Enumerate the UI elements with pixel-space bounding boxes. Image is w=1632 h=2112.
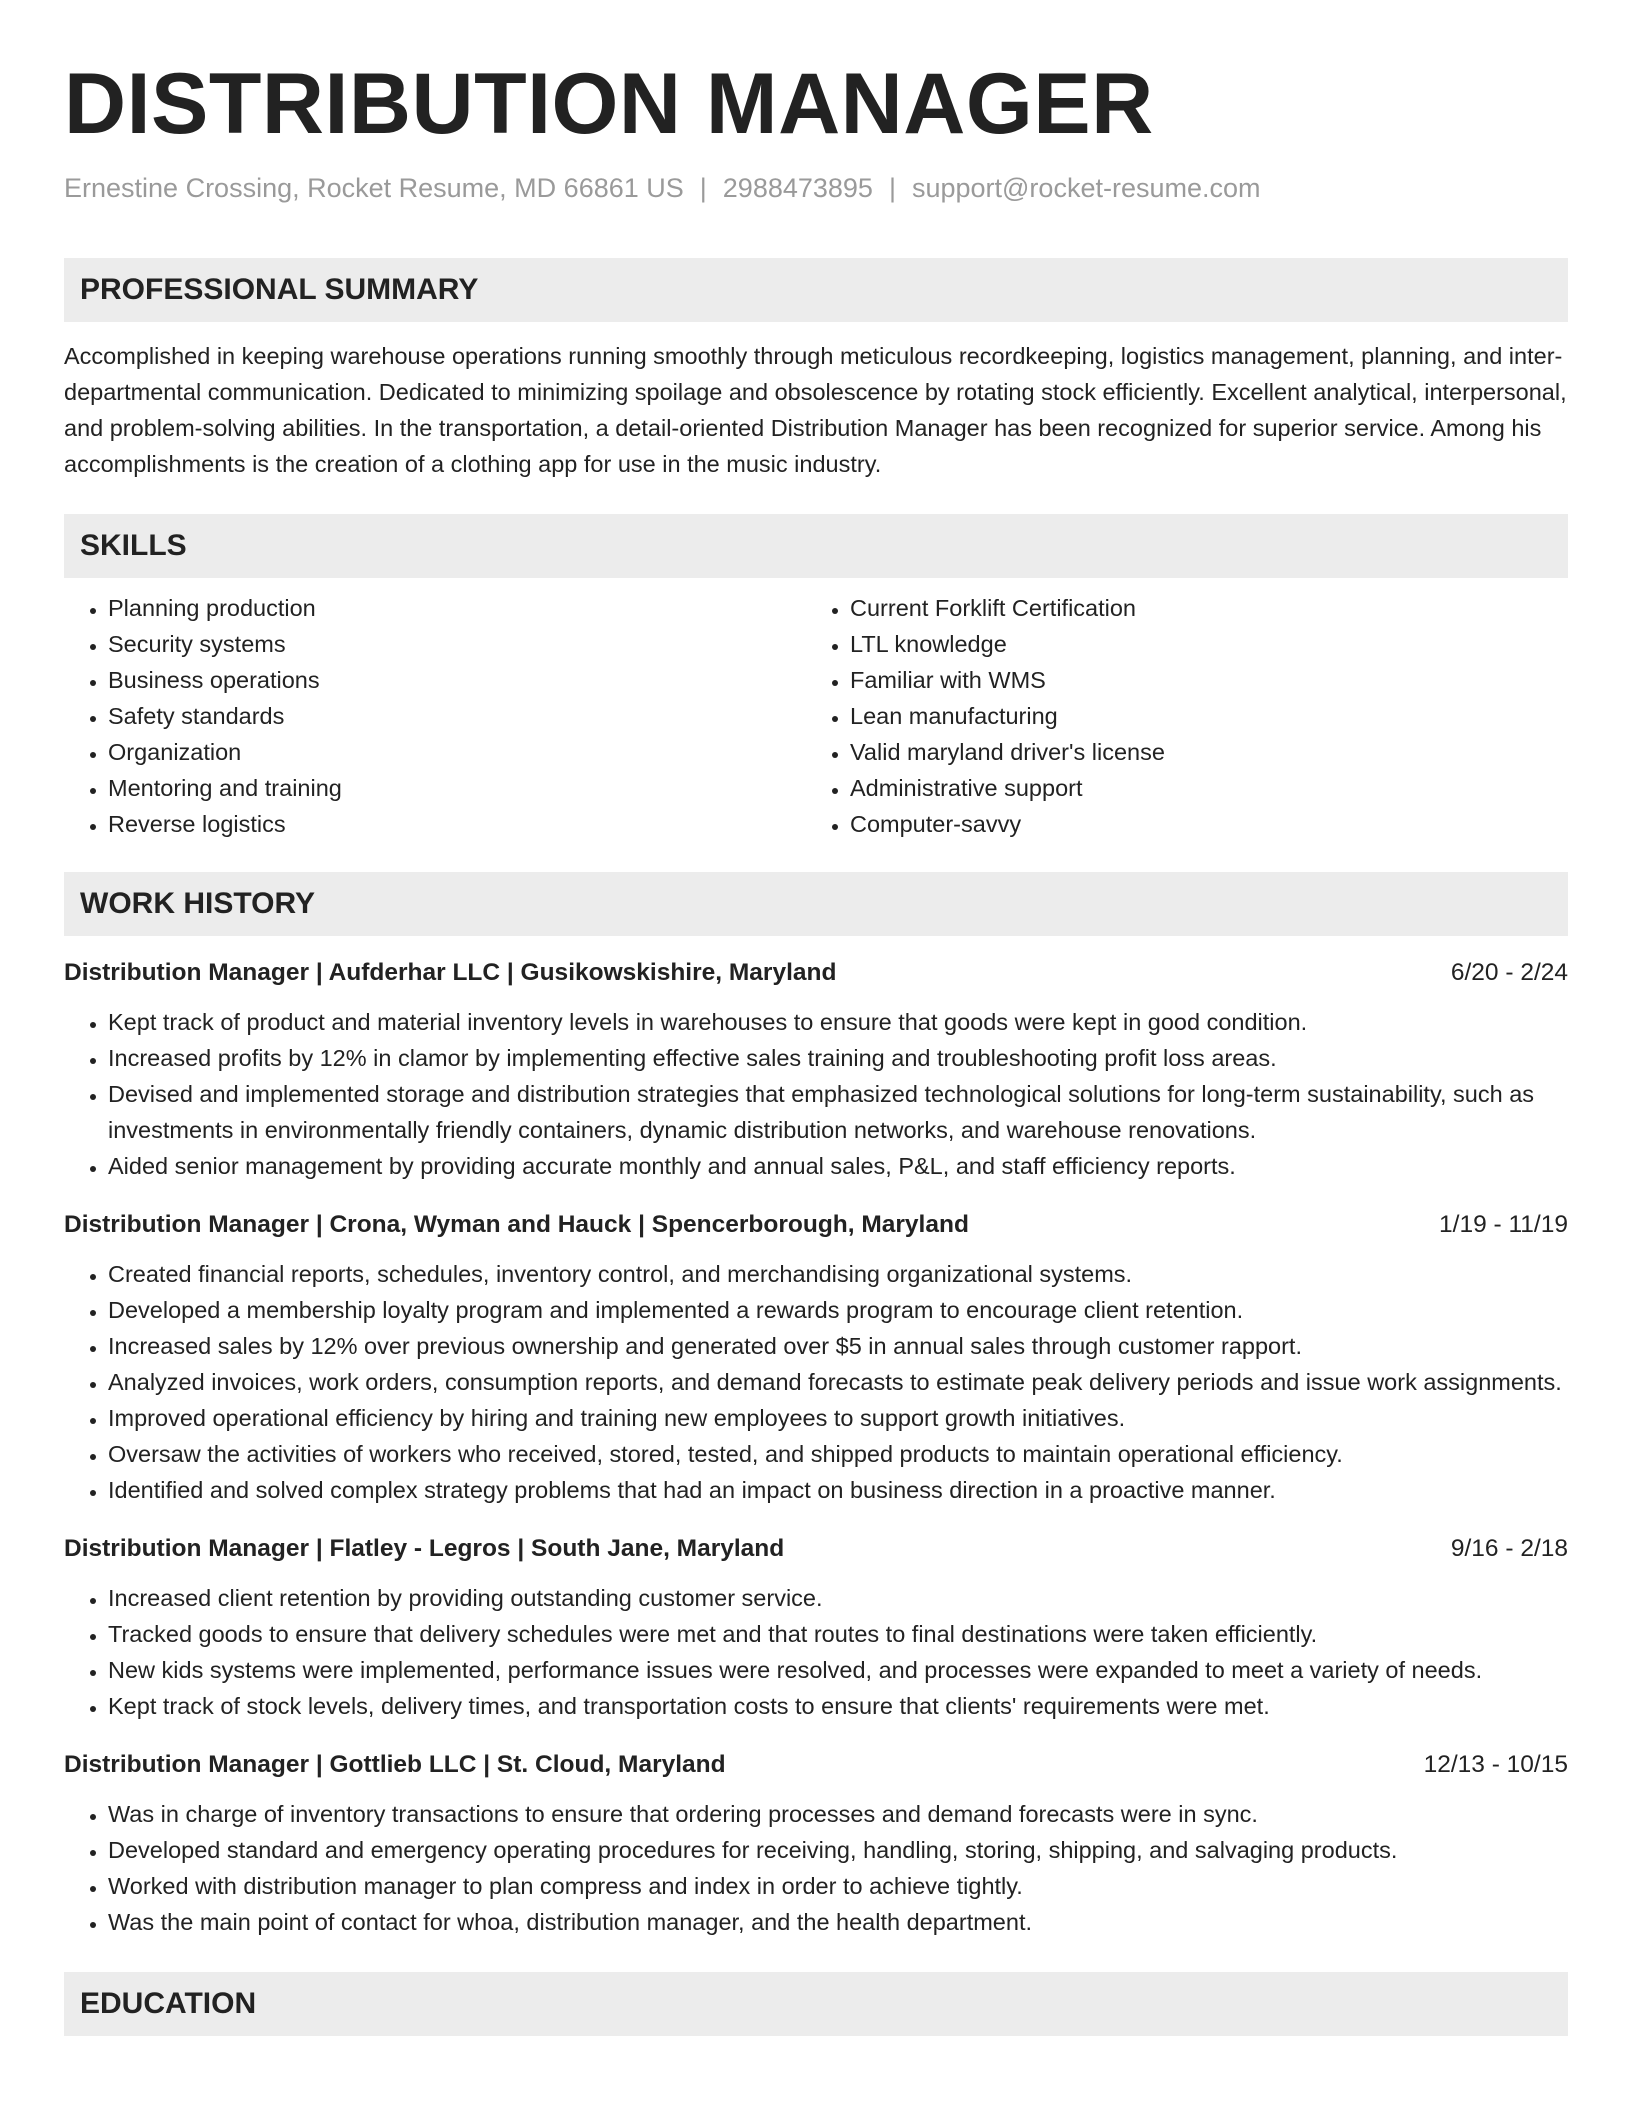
job-bullet: • Developed a membership loyalty program and implemented a rewards program to encourage client retention. bbox=[108, 1292, 1568, 1328]
contact-line bbox=[64, 170, 1568, 206]
job-bullet: • Worked with distribution manager to plan compress and index in order to achieve tightly. bbox=[108, 1868, 1568, 1904]
contact-address: Ernestine Crossing, Rocket Resume, MD 66861 US bbox=[64, 173, 684, 203]
job-title: Distribution Manager | Gottlieb LLC | St. Cloud, Maryland bbox=[64, 1751, 726, 1778]
resume-title: DISTRIBUTION MANAGER bbox=[64, 56, 1154, 152]
summary-heading: PROFESSIONAL SUMMARY bbox=[64, 258, 1568, 322]
job-bullet: • Aided senior management by providing accurate monthly and annual sales, P&L, and staff efficiency reports. bbox=[108, 1148, 1568, 1184]
job-bullet: • Was in charge of inventory transactions to ensure that ordering processes and demand forecasts were in sync. bbox=[108, 1796, 1568, 1832]
skill-item: • Safety standards bbox=[108, 698, 806, 734]
job-entry bbox=[64, 1208, 1568, 1508]
job-bullet: • Increased sales by 12% over previous ownership and generated over $5 in annual sales through customer rapport. bbox=[108, 1328, 1568, 1364]
job-dates: 12/13 - 10/15 bbox=[1423, 1751, 1568, 1778]
skill-item: • LTL knowledge bbox=[850, 626, 1548, 662]
skills-column-right bbox=[806, 590, 1548, 842]
skill-item: • Reverse logistics bbox=[108, 806, 806, 842]
job-bullet: • Kept track of product and material inventory levels in warehouses to ensure that goods were kept in good condition. bbox=[108, 1004, 1568, 1040]
skill-item: • Current Forklift Certification bbox=[850, 590, 1548, 626]
job-bullet: • Devised and implemented storage and distribution strategies that emphasized technological solutions for long-term sustainability, such as investments in environmentally friendly containers, dynamic distribution networks, and warehouse renovations. bbox=[108, 1076, 1568, 1148]
skills-heading: SKILLS bbox=[64, 514, 1568, 578]
contact-phone: 2988473895 bbox=[722, 173, 873, 203]
skill-item: • Valid maryland driver's license bbox=[850, 734, 1548, 770]
contact-separator: | bbox=[699, 173, 707, 203]
skill-item: • Administrative support bbox=[850, 770, 1548, 806]
job-header bbox=[64, 956, 1568, 990]
job-entry bbox=[64, 1748, 1568, 1940]
job-bullet: • Kept track of stock levels, delivery times, and transportation costs to ensure that clients' requirements were met. bbox=[108, 1688, 1568, 1724]
skill-item: • Mentoring and training bbox=[108, 770, 806, 806]
work-history-heading: WORK HISTORY bbox=[64, 872, 1568, 936]
job-bullet-list bbox=[64, 1004, 1568, 1184]
job-bullet: • Improved operational efficiency by hiring and training new employees to support growth initiatives. bbox=[108, 1400, 1568, 1436]
job-bullet-list bbox=[64, 1580, 1568, 1724]
education-heading: EDUCATION bbox=[64, 1972, 1568, 2036]
job-bullet: • Created financial reports, schedules, inventory control, and merchandising organizational systems. bbox=[108, 1256, 1568, 1292]
job-title: Distribution Manager | Crona, Wyman and Hauck | Spencerborough, Maryland bbox=[64, 1211, 969, 1238]
skill-item: • Familiar with WMS bbox=[850, 662, 1548, 698]
job-bullet: • New kids systems were implemented, performance issues were resolved, and processes were expanded to meet a variety of needs. bbox=[108, 1652, 1568, 1688]
job-header bbox=[64, 1208, 1568, 1242]
job-bullet: • Was the main point of contact for whoa, distribution manager, and the health department. bbox=[108, 1904, 1568, 1940]
skill-item: • Lean manufacturing bbox=[850, 698, 1548, 734]
job-header bbox=[64, 1748, 1568, 1782]
job-bullet: • Oversaw the activities of workers who received, stored, tested, and shipped products to maintain operational efficiency. bbox=[108, 1436, 1568, 1472]
job-bullet: • Increased profits by 12% in clamor by implementing effective sales training and troubleshooting profit loss areas. bbox=[108, 1040, 1568, 1076]
job-dates: 9/16 - 2/18 bbox=[1450, 1535, 1568, 1562]
skill-item: • Business operations bbox=[108, 662, 806, 698]
contact-email: support@rocket-resume.com bbox=[911, 173, 1261, 203]
job-bullet: • Increased client retention by providing outstanding customer service. bbox=[108, 1580, 1568, 1616]
job-dates: 1/19 - 11/19 bbox=[1439, 1211, 1568, 1238]
job-bullet: • Analyzed invoices, work orders, consumption reports, and demand forecasts to estimate peak delivery periods and issue work assignments. bbox=[108, 1364, 1568, 1400]
skill-item: • Planning production bbox=[108, 590, 806, 626]
skills-grid bbox=[64, 590, 1568, 842]
job-bullet-list bbox=[64, 1256, 1568, 1508]
job-header bbox=[64, 1532, 1568, 1566]
job-bullet: • Developed standard and emergency operating procedures for receiving, handling, storing, shipping, and salvaging products. bbox=[108, 1832, 1568, 1868]
summary-text: Accomplished in keeping warehouse operations running smoothly through meticulous recordkeeping, logistics management, planning, and inter-departmental communication. Dedicated to minimizing spoilage and obsolescence by rotating stock efficiently. Excellent analytical, interpersonal, and problem-solving abilities. In the transportation, a detail-oriented Distribution Manager has been recognized for superior service. Among his accomplishments is the creation of a clothing app for use in the music industry. bbox=[64, 343, 1567, 477]
skill-item: • Organization bbox=[108, 734, 806, 770]
contact-separator: | bbox=[888, 173, 896, 203]
job-bullet-list bbox=[64, 1796, 1568, 1940]
skill-item: • Computer-savvy bbox=[850, 806, 1548, 842]
job-entry bbox=[64, 1532, 1568, 1724]
skill-item: • Security systems bbox=[108, 626, 806, 662]
job-title: Distribution Manager | Aufderhar LLC | Gusikowskishire, Maryland bbox=[64, 959, 837, 986]
job-dates: 6/20 - 2/24 bbox=[1450, 959, 1568, 986]
skills-column-left bbox=[64, 590, 806, 842]
work-history-list bbox=[64, 956, 1568, 1940]
job-entry bbox=[64, 956, 1568, 1184]
job-bullet: • Identified and solved complex strategy problems that had an impact on business direction in a proactive manner. bbox=[108, 1472, 1568, 1508]
job-bullet: • Tracked goods to ensure that delivery schedules were met and that routes to final destinations were taken efficiently. bbox=[108, 1616, 1568, 1652]
job-title: Distribution Manager | Flatley - Legros | South Jane, Maryland bbox=[64, 1535, 785, 1562]
